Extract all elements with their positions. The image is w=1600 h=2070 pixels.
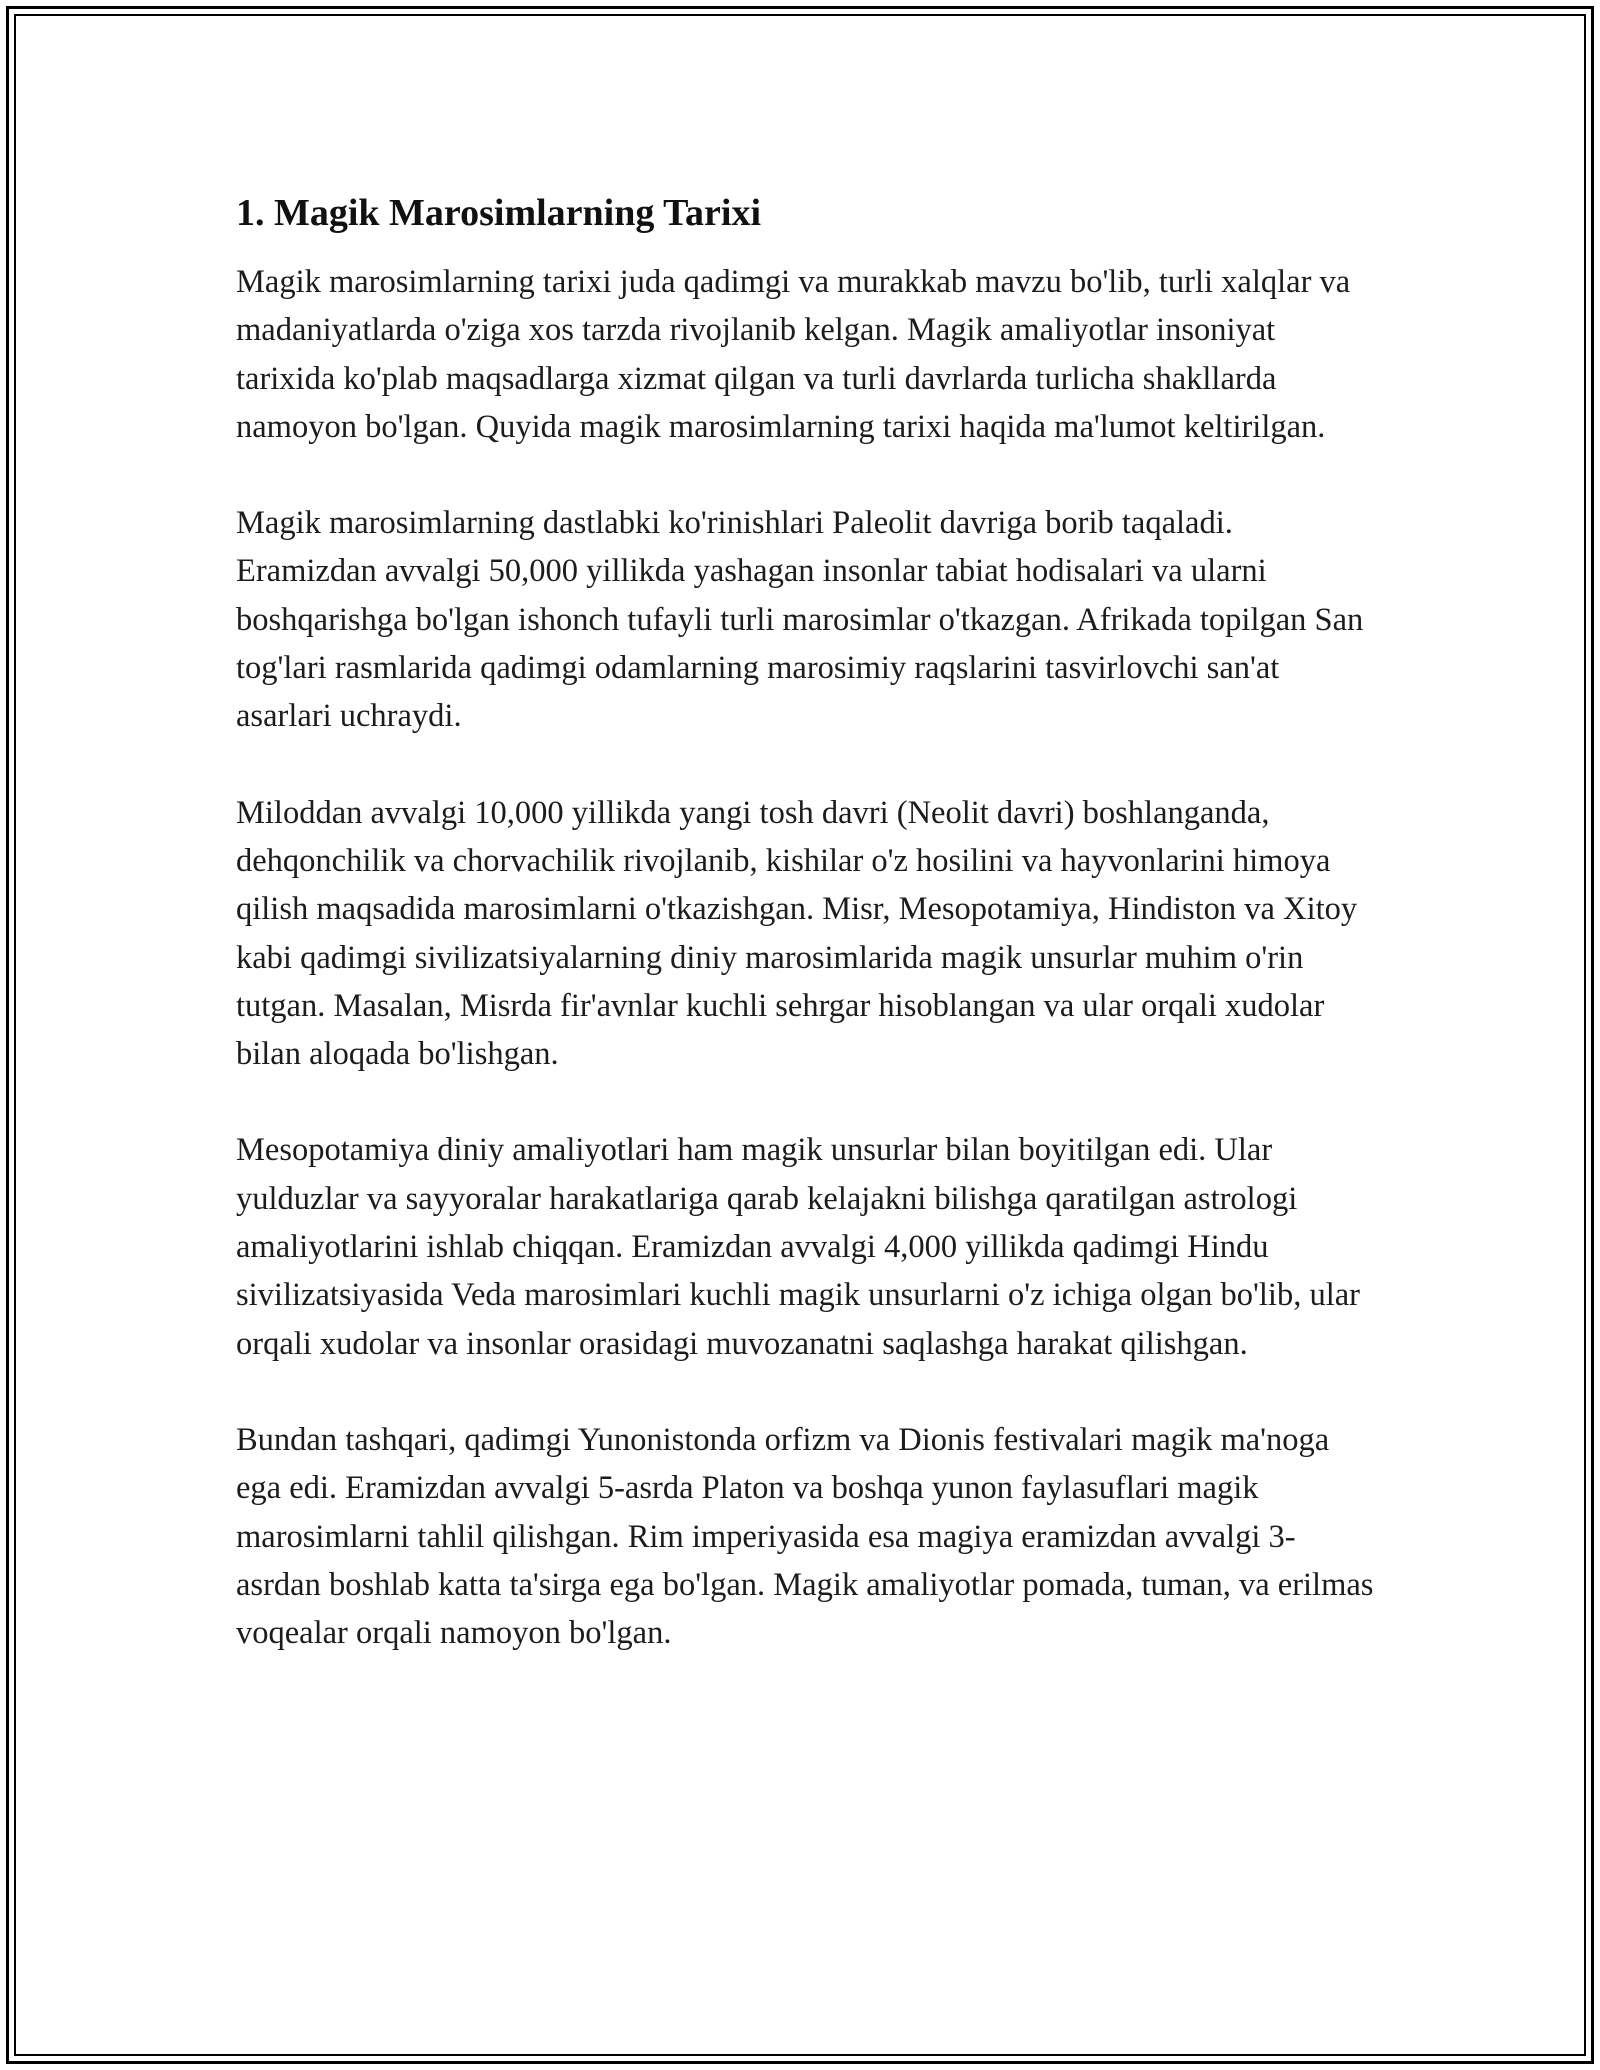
document-body — [236, 188, 1376, 1705]
paragraph-4: Mesopotamiya diniy amaliyotlari ham magik unsurlar bilan boyitilgan edi. Ular yulduzlar va sayyoralar harakatlariga qarab kelajakni bilishga qaratilgan astrologi amaliyotlarini ishlab chiqqan. Eramizdan avvalgi 4,000 yillikda qadimgi Hindu sivilizatsiyasida Veda marosimlari kuchli magik unsurlarni o'z ichiga olgan bo'lib, ular orqali xudolar va insonlar orasidagi muvozanatni saqlashga harakat qilishgan. — [236, 1132, 1360, 1362]
paragraph-3: Miloddan avvalgi 10,000 yillikda yangi tosh davri (Neolit davri) boshlanganda, dehqonchilik va chorvachilik rivojlanib, kishilar o'z hosilini va hayvonlarini himoya qilish maqsadida marosimlarni o'tkazishgan. Misr, Mesopotamiya, Hindiston va Xitoy kabi qadimgi sivilizatsiyalarning diniy marosimlarida magik unsurlar muhim o'rin tutgan. Masalan, Misrda fir'avnlar kuchli sehrgar hisoblangan va ular orqali xudolar bilan aloqada bo'lishgan. — [236, 794, 1358, 1073]
paragraph-1: Magik marosimlarning tarixi juda qadimgi va murakkab mavzu bo'lib, turli xalqlar va madaniyatlarda o'ziga xos tarzda rivojlanib kelgan. Magik amaliyotlar insoniyat tarixida ko'plab maqsadlarga xizmat qilgan va turli davrlarda turlicha shakllarda namoyon bo'lgan. Quyida magik marosimlarning tarixi haqida ma'lumot keltirilgan. — [236, 264, 1351, 445]
paragraph-5: Bundan tashqari, qadimgi Yunonistonda orfizm va Dionis festivalari magik ma'noga ega edi. Eramizdan avvalgi 5-asrda Platon va boshqa yunon faylasuflari magik marosimlarni tahlil qilishgan. Rim imperiyasida esa magiya eramizdan avvalgi 3-asrdan boshlab katta ta'sirga ega bo'lgan. Magik amaliyotlar pomada, tuman, va erilmas voqealar orqali namoyon bo'lgan. — [236, 1421, 1374, 1652]
paragraph-2: Magik marosimlarning dastlabki ko'rinishlari Paleolit davriga borib taqaladi. Eramizdan avvalgi 50,000 yillikda yashagan insonlar tabiat hodisalari va ularni boshqarishga bo'lgan ishonch tufayli turli marosimlar o'tkazgan. Afrikada topilgan San tog'lari rasmlarida qadimgi odamlarning marosimiy raqslarini tasvirlovchi san'at asarlari uchraydi. — [236, 505, 1364, 735]
section-heading: 1. Magik Marosimlarning Tarixi — [236, 192, 762, 234]
